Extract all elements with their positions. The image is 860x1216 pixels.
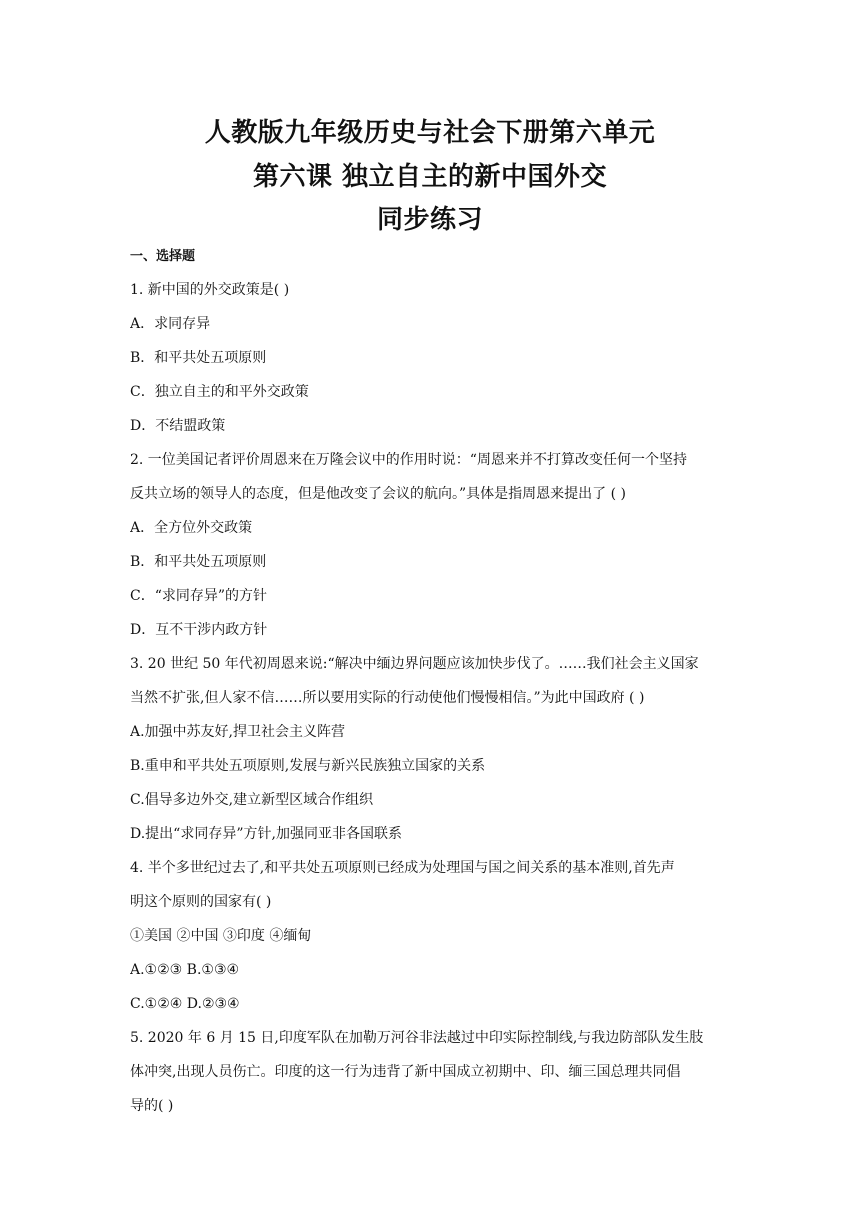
- section-heading: 一、选择题: [130, 249, 196, 264]
- document-body: [130, 246, 732, 1129]
- question-5-stem-line2: 体冲突,出现人员伤亡。印度的这一行为违背了新中国成立初期中、印、缅三国总理共同倡: [130, 1064, 681, 1080]
- question-1: [130, 279, 732, 437]
- document-title-line2: 第六课 独立自主的新中国外交: [252, 162, 608, 192]
- question-4-option-ab: A.①②③ B.①③④: [130, 962, 240, 978]
- question-3-option-a: A.加强中苏友好,捍卫社会主义阵营: [130, 724, 346, 740]
- question-2-option-b: B．和平共处五项原则: [130, 554, 267, 570]
- question-1-option-b: B．和平共处五项原则: [130, 350, 267, 366]
- question-2-stem-line2: 反共立场的领导人的态度，但是他改变了会议的航向。”具体是指周恩来提出了 ( ): [130, 486, 626, 502]
- question-5-stem-line3: 导的( ): [130, 1098, 174, 1114]
- question-3-option-d: D.提出“求同存异”方针,加强同亚非各国联系: [130, 826, 402, 842]
- question-2-stem-line1: 2. 一位美国记者评价周恩来在万隆会议中的作用时说：“周恩来并不打算改变任何一个坚持: [130, 452, 687, 468]
- question-4: [130, 857, 732, 1015]
- question-3-option-b: B.重申和平共处五项原则,发展与新兴民族独立国家的关系: [130, 758, 486, 774]
- question-1-option-a: A．求同存异: [130, 316, 211, 332]
- question-3-stem-line1: 3. 20 世纪 50 年代初周恩来说:“解决中缅边界问题应该加快步伐了。……我们社会主义国家: [130, 656, 699, 672]
- question-1-option-c: C．独立自主的和平外交政策: [130, 384, 309, 400]
- question-4-option-cd: C.①②④ D.②③④: [130, 996, 240, 1012]
- question-1-option-d: D．不结盟政策: [130, 418, 226, 434]
- question-3-stem-line2: 当然不扩张,但人家不信……所以要用实际的行动使他们慢慢相信。”为此中国政府 ( ): [130, 690, 645, 706]
- document-title-line1: 人教版九年级历史与社会下册第六单元: [204, 118, 656, 148]
- question-3-option-c: C.倡导多边外交,建立新型区域合作组织: [130, 792, 374, 808]
- question-5-stem-line1: 5. 2020 年 6 月 15 日,印度军队在加勒万河谷非法越过中印实际控制线,与我边防部队发生肢: [130, 1030, 704, 1046]
- question-2: [130, 449, 732, 641]
- question-3: [130, 653, 732, 845]
- question-1-stem: 1. 新中国的外交政策是( ): [130, 282, 290, 298]
- question-4-stem-line1: 4. 半个多世纪过去了,和平共处五项原则已经成为处理国与国之间关系的基本准则,首先声: [130, 860, 675, 876]
- document-title-line3: 同步练习: [376, 205, 483, 235]
- question-4-choices: ①美国 ②中国 ③印度 ④缅甸: [130, 928, 312, 944]
- question-2-option-c: C．“求同存异”的方针: [130, 588, 268, 604]
- question-2-option-a: A．全方位外交政策: [130, 520, 253, 536]
- question-5: [130, 1027, 732, 1117]
- question-4-stem-line2: 明这个原则的国家有( ): [130, 894, 272, 910]
- question-2-option-d: D．互不干涉内政方针: [130, 622, 268, 638]
